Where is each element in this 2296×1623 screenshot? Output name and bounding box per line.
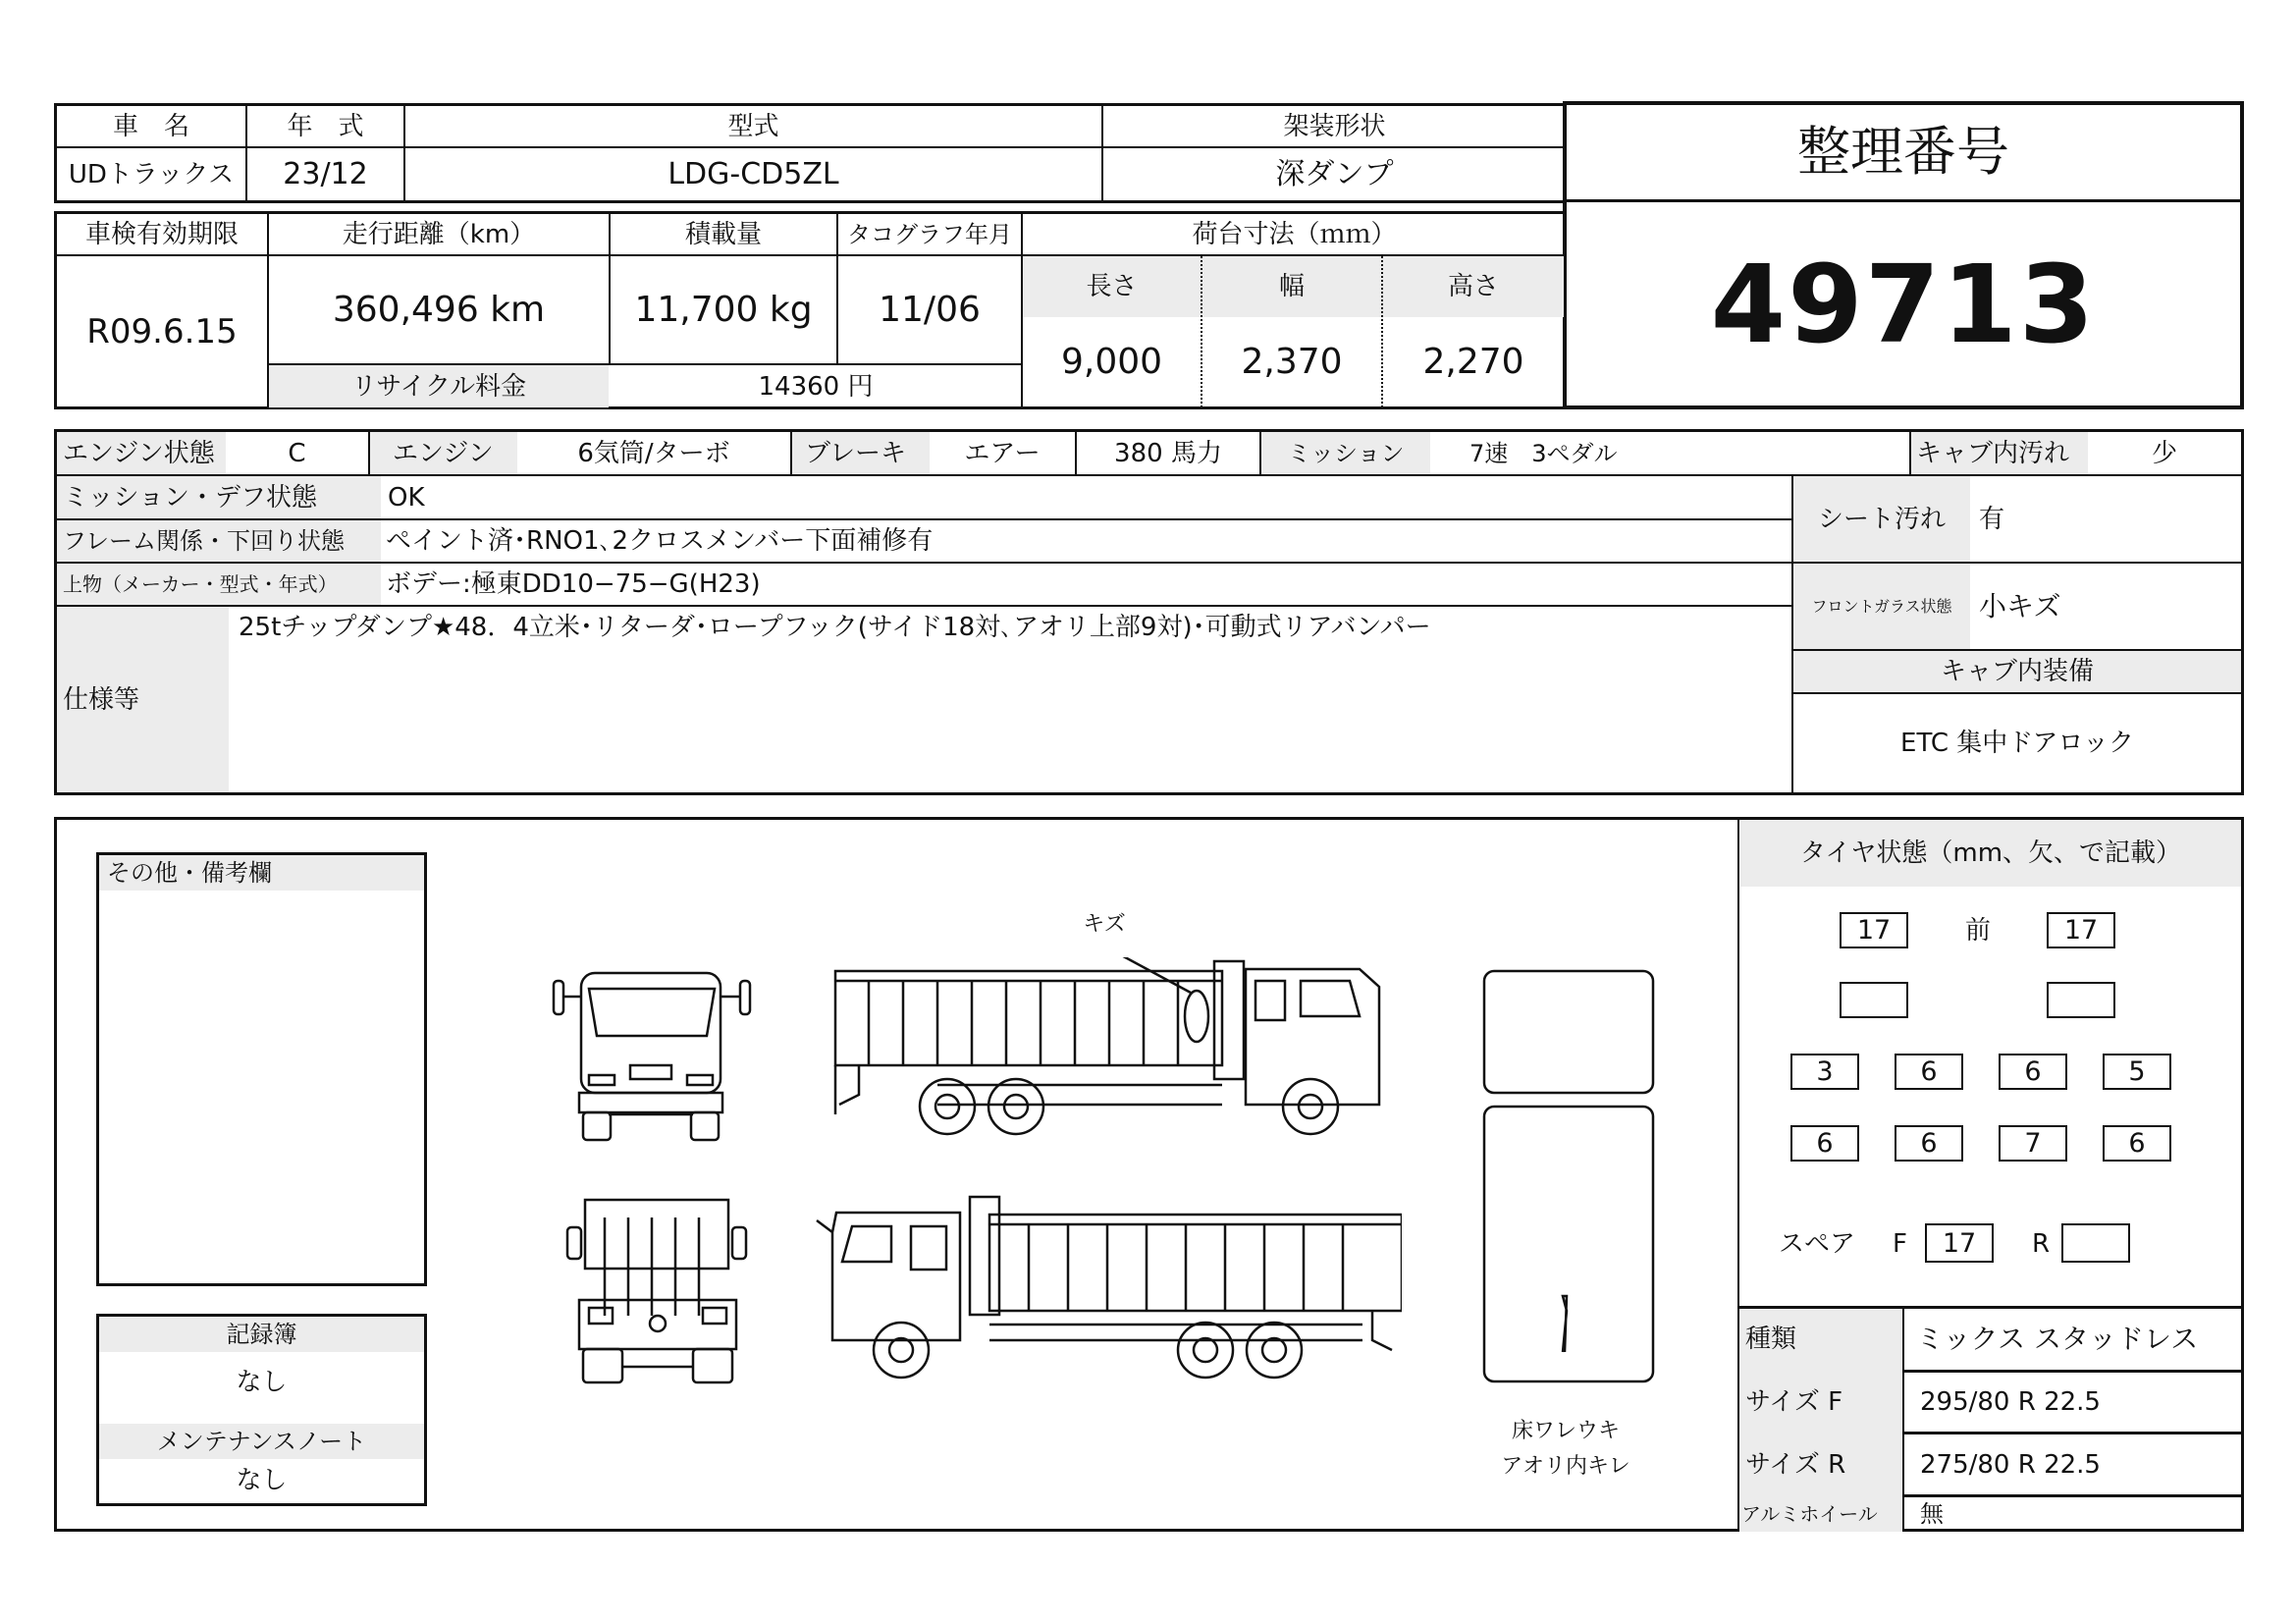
alloy-label: アルミホイール [1741, 1502, 1878, 1526]
cab-equip-label: キャブ内装備 [1940, 657, 2094, 686]
vehicle-name: UDトラックス [68, 160, 235, 189]
floor-note-1: 床ワレウキ [1511, 1419, 1620, 1443]
mileage-label: 走行距離（km） [342, 219, 536, 249]
cab-dirt-value: 少 [2151, 438, 2177, 468]
tire-rear2-2: 6 [1895, 1125, 1963, 1162]
model-label: 型式 [727, 111, 779, 141]
mileage-value: 360,496 km [332, 289, 546, 330]
alloy-value: 無 [1920, 1500, 1944, 1528]
cab-equip-value: ETC 集中ドアロック [1900, 729, 2134, 758]
maint-value: なし [236, 1466, 288, 1495]
spare-r-label: R [2032, 1228, 2051, 1259]
size-r-label: サイズ R [1745, 1449, 1846, 1480]
ref-label: 整理番号 [1797, 121, 2009, 183]
capacity-label: 積載量 [684, 219, 762, 249]
year-label: 年 式 [287, 111, 364, 141]
floor-note-2: アオリ内キレ [1501, 1454, 1630, 1479]
horsepower-value: 380 馬力 [1114, 438, 1222, 468]
truck-rear-view [560, 1198, 756, 1384]
height-label: 高さ [1447, 272, 1499, 301]
engine-label: エンジン [393, 438, 494, 468]
tire-front-right: 17 [2047, 912, 2115, 948]
width-label: 幅 [1278, 272, 1305, 301]
cab-dirt-label: キャブ内汚れ [1916, 438, 2070, 468]
recycle-label: リサイクル料金 [269, 365, 609, 407]
truck-side-view-right [829, 957, 1389, 1154]
frame-label: フレーム関係・下回り状態 [63, 527, 346, 555]
size-f-value: 295/80 R 22.5 [1920, 1387, 2101, 1417]
truck-bed-top-view [1472, 967, 1659, 1409]
mission-diff-label: ミッション・デフ状態 [63, 482, 317, 513]
brake-value: エアー [964, 438, 1041, 468]
mission-value: 7速 3ペダル [1469, 439, 1618, 467]
tire-rear2-4: 6 [2103, 1125, 2171, 1162]
recycle-value: 14360 円 [758, 371, 874, 402]
tire-rear1-2: 6 [1895, 1054, 1963, 1090]
engine-value: 6気筒/ターボ [577, 438, 730, 468]
length-value: 9,000 [1060, 342, 1163, 382]
tire-row2-right [2047, 982, 2115, 1018]
truck-front-view [550, 967, 756, 1144]
scratch-note: キズ [1083, 912, 1126, 937]
tire-front-left: 17 [1840, 912, 1908, 948]
tire-type-label: 種類 [1745, 1325, 1797, 1354]
record-label: 記録簿 [99, 1317, 424, 1352]
remarks-label: その他・備考欄 [99, 855, 424, 891]
capacity-value: 11,700 kg [634, 289, 813, 330]
tacho-label: タコグラフ年月 [847, 220, 1012, 248]
truck-side-view-left [813, 1193, 1402, 1389]
tire-title: タイヤ状態（mm、欠、で記載） [1740, 820, 2241, 887]
body-type-label: 架装形状 [1283, 111, 1386, 141]
inspection-value: R09.6.15 [86, 312, 238, 352]
width-value: 2,370 [1241, 342, 1343, 382]
remarks-box [96, 852, 427, 1286]
bed-size-label: 荷台寸法（ｍｍ） [1192, 219, 1397, 249]
size-r-value: 275/80 R 22.5 [1920, 1449, 2101, 1480]
tire-rear2-3: 7 [1999, 1125, 2067, 1162]
spare-label: スペア [1779, 1228, 1856, 1259]
engine-state-label: エンジン状態 [63, 438, 215, 468]
tire-rear1-1: 3 [1790, 1054, 1859, 1090]
year-value: 23/12 [283, 157, 368, 191]
inspection-label: 車検有効期限 [84, 219, 239, 249]
vehicle-name-label: 車 名 [112, 111, 189, 141]
spare-rear [2061, 1223, 2130, 1263]
engine-state-value: C [288, 438, 306, 468]
spec-value: 25tチップダンプ★48．4立米･リターダ･ロープフック(サイド18対､アオリ上部9対)･可動式リアバンパー [239, 613, 1431, 642]
tacho-value: 11/06 [879, 289, 981, 330]
tire-rear1-3: 6 [1999, 1054, 2067, 1090]
frame-value: ペイント済･RNO1､2クロスメンバー下面補修有 [386, 526, 934, 556]
brake-label: ブレーキ [805, 438, 906, 468]
tire-rear1-4: 5 [2103, 1054, 2171, 1090]
seat-dirt-label: シート汚れ [1817, 504, 1946, 534]
body-type-value: 深ダンプ [1275, 157, 1394, 191]
seat-dirt-value: 有 [1979, 504, 2005, 534]
tire-row2-left [1840, 982, 1908, 1018]
spec-label: 仕様等 [63, 684, 140, 715]
size-f-label: サイズ F [1745, 1387, 1843, 1417]
mission-label: ミッション [1287, 439, 1405, 467]
record-value: なし [236, 1368, 288, 1397]
ref-number: 49713 [1710, 242, 2097, 367]
upper-label: 上物（メーカー・型式・年式） [63, 572, 338, 596]
spare-front: 17 [1925, 1223, 1994, 1263]
mission-diff-value: OK [388, 482, 425, 513]
upper-value: ボデー:極東DD10−75−G(H23) [386, 569, 761, 599]
length-label: 長さ [1086, 272, 1138, 301]
tire-rear2-1: 6 [1790, 1125, 1859, 1162]
tire-type-value: ミックス スタッドレス [1916, 1323, 2199, 1355]
spare-f-label: F [1893, 1228, 1907, 1259]
windshield-value: 小キズ [1979, 589, 2061, 622]
tire-front-label: 前 [1964, 915, 1991, 946]
windshield-label: フロントガラス状態 [1811, 596, 1952, 616]
model-value: LDG-CD5ZL [667, 157, 839, 191]
maint-label: メンテナンスノート [99, 1424, 424, 1459]
height-value: 2,270 [1422, 342, 1524, 382]
